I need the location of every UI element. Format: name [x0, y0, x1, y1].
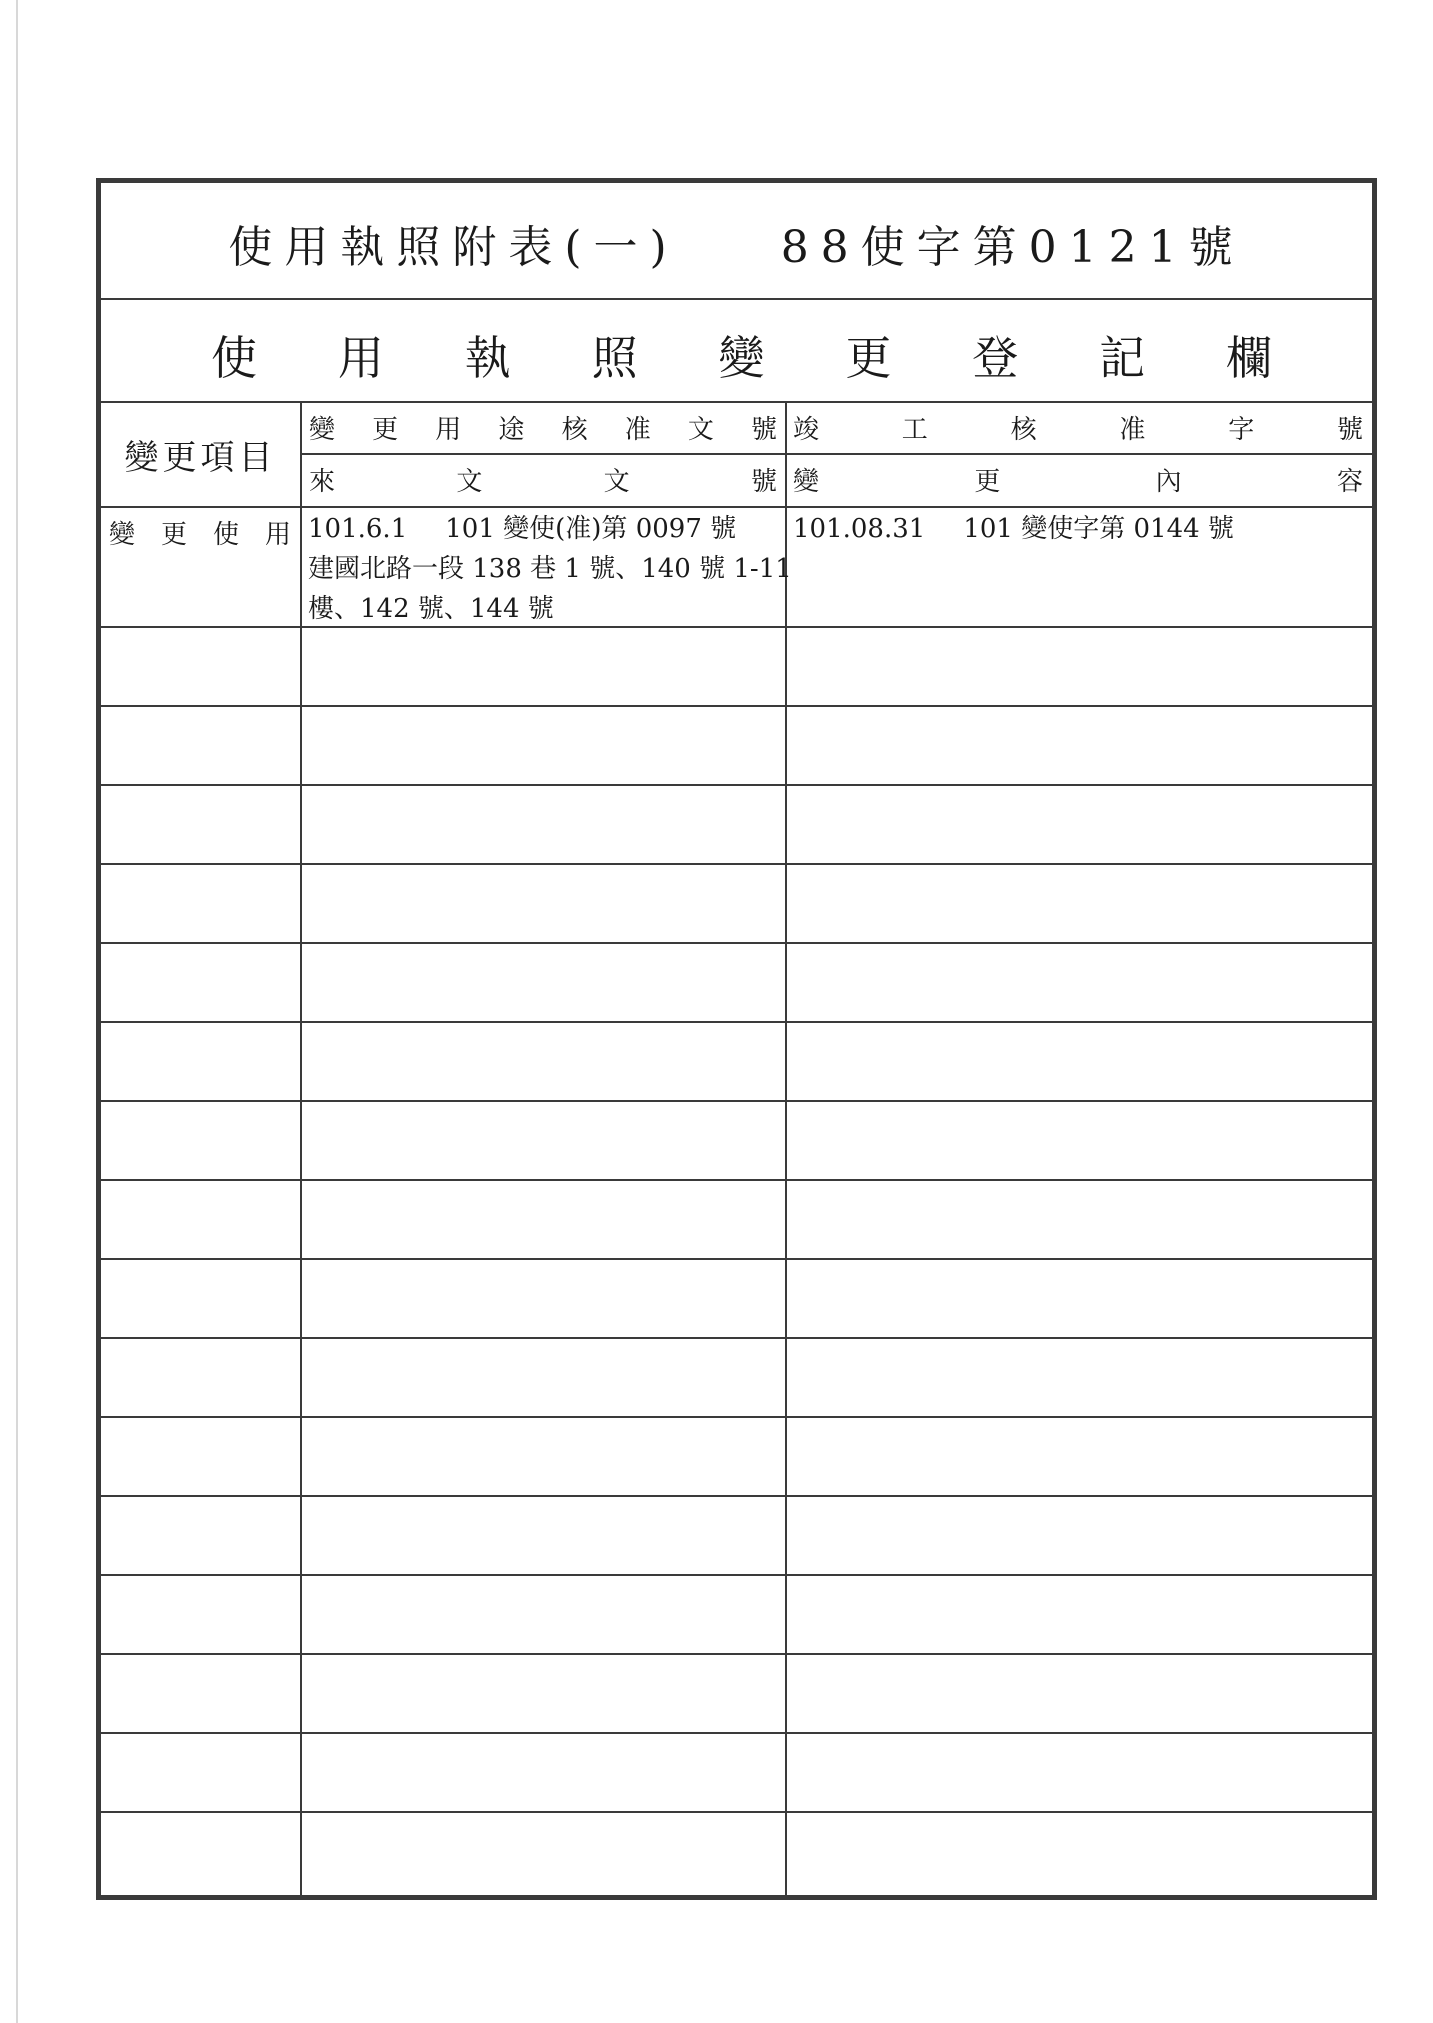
completion-number: 101 變使字第 0144 號 — [963, 514, 1234, 544]
header-char: 字 — [1228, 415, 1255, 445]
header-char: 更 — [974, 467, 1001, 497]
header-char: 變 — [793, 467, 820, 497]
row-line — [101, 1337, 1372, 1339]
header-char: 核 — [561, 415, 588, 445]
header-char: 來 — [309, 467, 336, 497]
item-char: 用 — [264, 520, 291, 550]
approval-date: 101.6.1 — [308, 514, 408, 544]
header-char: 變 — [309, 415, 336, 445]
header-char: 號 — [1336, 415, 1363, 445]
permit-number: 88使字第0121號 — [780, 222, 1245, 273]
row-line — [101, 1574, 1372, 1576]
header-char: 文 — [456, 467, 483, 497]
header-char: 更 — [372, 415, 399, 445]
subtitle-char: 執 — [464, 331, 511, 385]
form-title — [101, 211, 1372, 275]
approval-doc-header — [309, 409, 777, 446]
address-line: 樓、142 號、144 號 — [308, 594, 554, 624]
incoming-doc-header — [309, 461, 777, 498]
entry-completion-approval — [793, 509, 1234, 549]
header-char: 准 — [624, 415, 651, 445]
completion-approval-header — [793, 409, 1363, 446]
change-content-header — [793, 461, 1363, 498]
item-char: 變 — [109, 520, 136, 550]
header-bottom-line — [101, 506, 1372, 508]
permit-change-register-form — [96, 178, 1377, 1900]
row-line — [101, 942, 1372, 944]
entry-change-item — [109, 514, 291, 551]
row-line — [101, 1811, 1372, 1813]
row-line — [101, 784, 1372, 786]
subtitle-char: 使 — [211, 331, 257, 385]
approval-number: 101 變使(准)第 0097 號 — [445, 514, 737, 544]
row-line — [101, 1258, 1372, 1260]
header-char: 准 — [1119, 415, 1146, 445]
header-char: 竣 — [793, 415, 820, 445]
row-line — [101, 1653, 1372, 1655]
row-line — [101, 863, 1372, 865]
subtitle-char: 變 — [718, 331, 765, 385]
header-char: 文 — [603, 467, 630, 497]
subtitle-char: 欄 — [1226, 331, 1272, 385]
subtitle-char: 照 — [591, 331, 638, 385]
header-char: 文 — [687, 415, 714, 445]
row-line — [101, 1732, 1372, 1734]
item-char: 使 — [212, 520, 239, 550]
header-char: 途 — [498, 415, 525, 445]
header-char: 用 — [435, 415, 462, 445]
subtitle-char: 登 — [972, 331, 1019, 385]
item-char: 更 — [160, 520, 187, 550]
header-char: 號 — [750, 415, 777, 445]
form-subtitle — [211, 322, 1272, 388]
scan-edge-line — [16, 0, 18, 2023]
address-line: 建國北路一段 138 巷 1 號、140 號 1-11 — [308, 554, 792, 584]
subtitle-char: 更 — [845, 331, 892, 385]
subtitle-char: 用 — [337, 331, 384, 385]
completion-date: 101.08.31 — [793, 514, 926, 544]
form-title-row — [101, 183, 1372, 300]
row-line — [101, 1416, 1372, 1418]
row-line — [101, 705, 1372, 707]
header-char: 容 — [1336, 467, 1363, 497]
change-item-header: 變更項目 — [124, 438, 277, 478]
form-title-prefix: 使用執照附表(一) — [228, 222, 679, 273]
entry-approval-doc — [308, 509, 792, 629]
header-char: 核 — [1010, 415, 1037, 445]
approval-line — [308, 509, 792, 549]
form-subtitle-row — [101, 300, 1372, 403]
header-char: 內 — [1155, 467, 1182, 497]
header-char: 工 — [901, 415, 928, 445]
row-line — [101, 1179, 1372, 1181]
row-line — [101, 1021, 1372, 1023]
row-line — [101, 1495, 1372, 1497]
row-line — [101, 1100, 1372, 1102]
header-char: 號 — [750, 467, 777, 497]
header-inner-divider — [302, 453, 1372, 455]
subtitle-char: 記 — [1099, 331, 1146, 385]
